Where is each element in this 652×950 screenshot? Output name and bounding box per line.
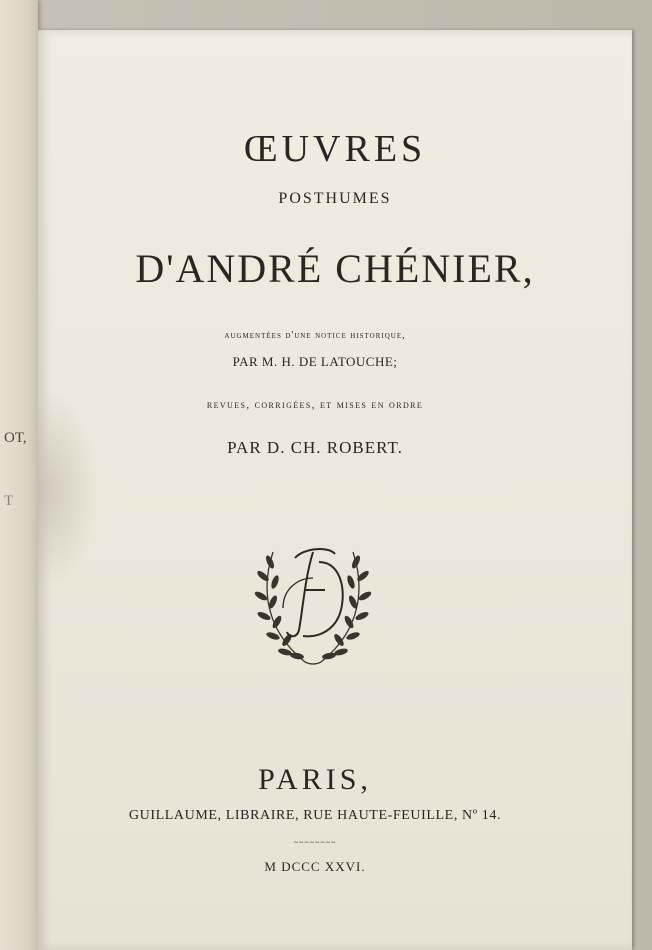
title-author: D'ANDRÉ CHÉNIER,	[135, 246, 535, 291]
facing-page-text: OT,	[4, 430, 27, 446]
imprint-ornament: ~~~~~~~~	[293, 838, 337, 847]
page-crease	[38, 390, 98, 590]
imprint-place: PARIS,	[258, 763, 372, 796]
subtitle-revues: revues, corrigées, et mises en ordre	[206, 399, 424, 411]
imprint-publisher: GUILLAUME, LIBRAIRE, RUE HAUTE-FEUILLE, Nº 14.	[128, 808, 502, 823]
title-page	[38, 30, 632, 950]
subtitle-notice: augmentées d'une notice historique,	[224, 330, 406, 341]
subtitle-latouche: PAR M. H. DE LATOUCHE;	[232, 354, 398, 369]
monogram-wreath-emblem	[243, 538, 383, 670]
subtitle-robert: PAR D. CH. ROBERT.	[227, 438, 403, 457]
title-oeuvres: ŒUVRES	[243, 128, 427, 170]
facing-page-text-2: T	[4, 493, 14, 509]
title-posthumes: POSTHUMES	[278, 190, 392, 207]
imprint-year: M DCCC XXVI.	[264, 859, 366, 874]
